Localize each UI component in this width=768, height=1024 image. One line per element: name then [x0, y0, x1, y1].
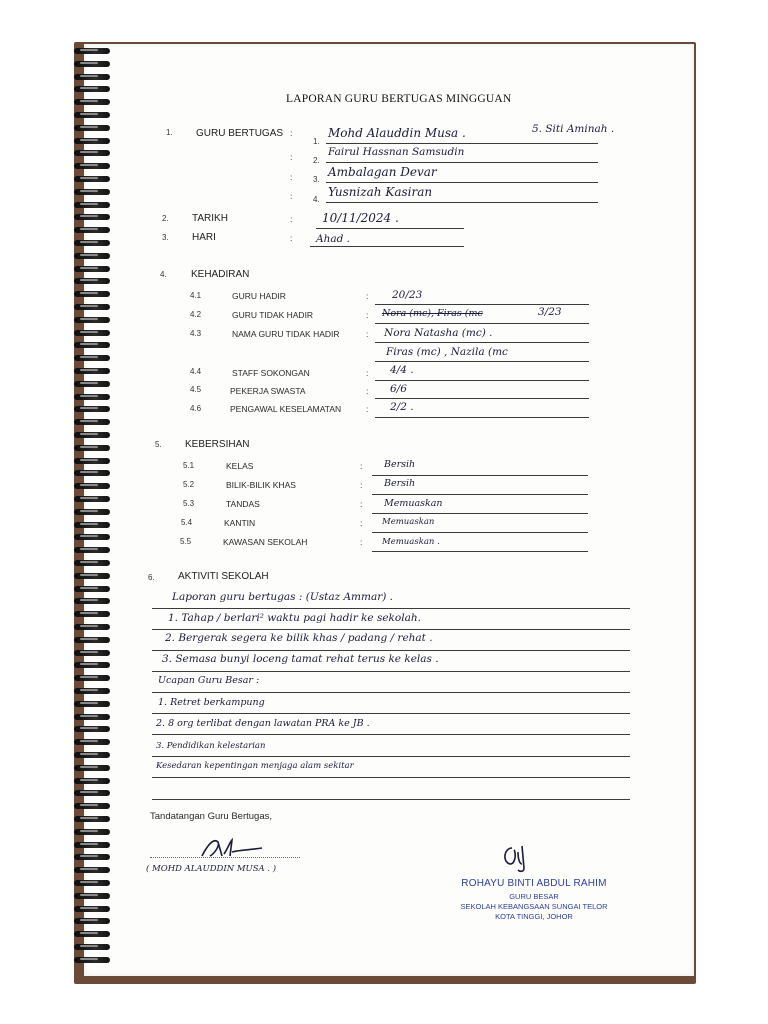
colon: :	[360, 480, 363, 490]
report-page	[84, 44, 694, 976]
colon: :	[366, 404, 369, 414]
fill-line	[375, 342, 589, 343]
spiral-coil	[74, 675, 110, 681]
spiral-coil	[74, 496, 110, 502]
item-number: 4.2	[190, 310, 202, 319]
fill-line	[375, 323, 589, 324]
section-6-label: AKTIVITI SEKOLAH	[178, 571, 269, 582]
activity-line: Ucapan Guru Besar :	[158, 675, 260, 686]
item-number: 4.1	[190, 291, 202, 300]
entry-number: 4.	[313, 195, 320, 204]
fill-line	[152, 799, 630, 800]
spiral-coil	[74, 86, 110, 92]
colon: :	[290, 172, 293, 182]
spiral-coil	[74, 394, 110, 400]
item-number: 4.4	[190, 367, 202, 376]
spiral-coil	[74, 445, 110, 451]
spiral-coil	[74, 752, 110, 758]
colon: :	[360, 537, 363, 547]
fill-line	[310, 246, 464, 247]
fill-line	[152, 650, 630, 651]
spiral-coil	[74, 432, 110, 438]
attendance-label: NAMA GURU TIDAK HADIR	[232, 329, 340, 339]
spiral-coil	[74, 150, 110, 156]
activity-line: 3. Semasa bunyi loceng tamat rehat terus ke kelas .	[162, 653, 439, 665]
section-3-number: 3.	[162, 233, 169, 242]
spiral-coil	[74, 534, 110, 540]
spiral-coil	[74, 240, 110, 246]
attendance-label: PENGAWAL KESELAMATAN	[230, 404, 342, 414]
activity-line: Kesedaran kepentingan menjaga alam sekitar	[156, 761, 354, 771]
spiral-coil	[74, 598, 110, 604]
spiral-coil	[74, 48, 110, 54]
spiral-coil	[74, 650, 110, 656]
spiral-coil	[74, 842, 110, 848]
spiral-coil	[74, 355, 110, 361]
colon: :	[290, 128, 293, 138]
fill-line	[152, 671, 630, 672]
signer-name: ( MOHD ALAUDDIN MUSA . )	[146, 864, 277, 874]
colon: :	[366, 386, 369, 396]
principal-signature	[496, 838, 532, 874]
section-5-label: KEBERSIHAN	[185, 439, 250, 450]
item-number: 5.4	[181, 518, 193, 527]
section-6-number: 6.	[148, 573, 155, 582]
private-workers-value: 6/6	[390, 383, 407, 395]
signature-label: Tandatangan Guru Bertugas,	[150, 811, 273, 822]
fill-line	[375, 398, 589, 399]
duty-teacher-2: Fairul Hassnan Samsudin	[328, 146, 465, 158]
fill-line	[152, 692, 630, 693]
cleanliness-label: TANDAS	[226, 499, 260, 509]
spiral-coil	[74, 368, 110, 374]
duty-teacher-4: Yusnizah Kasiran	[328, 185, 433, 199]
fill-line	[152, 629, 630, 630]
spiral-coil	[74, 125, 110, 131]
canteen-value: Memuaskan	[382, 517, 435, 527]
stamp-location: KOTA TINGGI, JOHOR	[495, 912, 573, 921]
entry-number: 3.	[313, 175, 320, 184]
fill-line	[152, 608, 630, 609]
spiral-coil	[74, 406, 110, 412]
activity-line: 1. Retret berkampung	[158, 697, 265, 708]
spiral-coil	[74, 291, 110, 297]
spiral-coil	[74, 931, 110, 937]
fill-line	[375, 380, 589, 381]
fill-line	[326, 143, 598, 144]
spiral-coil	[74, 176, 110, 182]
signature-line	[150, 857, 300, 858]
spiral-coil	[74, 906, 110, 912]
spiral-coil	[74, 765, 110, 771]
item-number: 5.1	[183, 461, 195, 470]
spiral-coil	[74, 509, 110, 515]
absent-names-1: Nora Natasha (mc) .	[384, 327, 493, 339]
spiral-coil	[74, 458, 110, 464]
spiral-coil	[74, 803, 110, 809]
item-number: 4.6	[190, 404, 202, 413]
colon: :	[360, 461, 363, 471]
activity-line: 3. Pendidikan kelestarian	[156, 741, 266, 751]
spiral-coil	[74, 829, 110, 835]
spiral-coil	[74, 893, 110, 899]
stamp-name: ROHAYU BINTI ABDUL RAHIM	[461, 878, 607, 889]
page-title: LAPORAN GURU BERTUGAS MINGGUAN	[286, 93, 512, 105]
spiral-coil	[74, 688, 110, 694]
spiral-coil	[74, 637, 110, 643]
item-number: 5.5	[180, 537, 192, 546]
spiral-coil	[74, 278, 110, 284]
spiral-coil	[74, 227, 110, 233]
spiral-coil	[74, 253, 110, 259]
section-4-number: 4.	[160, 270, 167, 279]
absent-names-2: Firas (mc) , Nazila (mc	[386, 346, 508, 358]
colon: :	[360, 499, 363, 509]
support-staff-value: 4/4 .	[390, 364, 414, 376]
date-value: 10/11/2024 .	[322, 211, 399, 225]
spiral-coil	[74, 61, 110, 67]
section-2-label: TARIKH	[192, 213, 228, 224]
attendance-label: GURU HADIR	[232, 291, 286, 301]
activity-line: 2. Bergerak segera ke bilik khas / padang / rehat .	[165, 632, 433, 644]
spiral-coil	[74, 419, 110, 425]
fill-line	[152, 713, 630, 714]
item-number: 4.5	[190, 385, 202, 394]
cleanliness-label: KELAS	[226, 461, 254, 471]
section-5-number: 5.	[155, 440, 162, 449]
spiral-coil	[74, 880, 110, 886]
duty-teacher-1: Mohd Alauddin Musa .	[328, 126, 466, 140]
spiral-coil	[74, 816, 110, 822]
section-4-label: KEHADIRAN	[191, 269, 250, 280]
spiral-coil	[74, 944, 110, 950]
fill-line	[372, 494, 588, 495]
teachers-absent-value: 3/23	[538, 306, 562, 318]
spiral-coil	[74, 854, 110, 860]
colon: :	[290, 214, 293, 224]
fill-line	[372, 475, 588, 476]
colon: :	[290, 233, 293, 243]
stamp-role: GURU BESAR	[509, 892, 559, 901]
fill-line	[375, 361, 589, 362]
spiral-coil	[74, 381, 110, 387]
fill-line	[326, 182, 598, 183]
spiral-coil	[74, 522, 110, 528]
spiral-binding	[74, 48, 114, 968]
spiral-coil	[74, 611, 110, 617]
item-number: 5.2	[183, 480, 195, 489]
activity-line: 2. 8 org terlibat dengan lawatan PRA ke JB .	[156, 718, 370, 729]
colon: :	[290, 152, 293, 162]
item-number: 5.3	[183, 499, 195, 508]
attendance-label: GURU TIDAK HADIR	[232, 310, 314, 320]
attendance-label: PEKERJA SWASTA	[230, 386, 306, 396]
fill-line	[375, 417, 589, 418]
spiral-coil	[74, 560, 110, 566]
duty-teacher-3: Ambalagan Devar	[328, 165, 437, 179]
colon: :	[360, 518, 363, 528]
spiral-coil	[74, 112, 110, 118]
colon: :	[366, 368, 369, 378]
item-number: 4.3	[190, 329, 202, 338]
spiral-coil	[74, 99, 110, 105]
fill-line	[372, 532, 588, 533]
security-guard-value: 2/2 .	[390, 401, 414, 413]
section-2-number: 2.	[162, 214, 169, 223]
spiral-coil	[74, 778, 110, 784]
teachers-absent-struck: Nora (mc), Firas (mc	[382, 308, 483, 319]
attendance-label: STAFF SOKONGAN	[232, 368, 310, 378]
section-3-label: HARI	[192, 232, 216, 243]
cleanliness-label: BILIK-BILIK KHAS	[226, 480, 296, 490]
special-rooms-value: Bersih	[384, 478, 416, 489]
spiral-coil	[74, 342, 110, 348]
spiral-coil	[74, 586, 110, 592]
spiral-coil	[74, 739, 110, 745]
spiral-coil	[74, 304, 110, 310]
spiral-coil	[74, 138, 110, 144]
fill-line	[316, 228, 464, 229]
spiral-coil	[74, 483, 110, 489]
duty-teacher-5: 5. Siti Aminah .	[532, 123, 615, 135]
spiral-coil	[74, 214, 110, 220]
spiral-coil	[74, 317, 110, 323]
spiral-coil	[74, 867, 110, 873]
spiral-coil	[74, 662, 110, 668]
spiral-coil	[74, 726, 110, 732]
spiral-coil	[74, 547, 110, 553]
spiral-coil	[74, 714, 110, 720]
school-area-value: Memuaskan .	[382, 537, 440, 547]
spiral-coil	[74, 790, 110, 796]
teachers-present-value: 20/23	[392, 289, 423, 301]
stamp-school: SEKOLAH KEBANGSAAN SUNGAI TELOR	[460, 902, 608, 911]
fill-line	[372, 551, 588, 552]
colon: :	[366, 329, 369, 339]
fill-line	[152, 734, 630, 735]
spiral-coil	[74, 330, 110, 336]
cleanliness-label: KAWASAN SEKOLAH	[223, 537, 308, 547]
fill-line	[375, 304, 589, 305]
day-value: Ahad .	[316, 233, 351, 245]
entry-number: 1.	[313, 137, 320, 146]
fill-line	[326, 162, 598, 163]
colon: :	[366, 291, 369, 301]
spiral-coil	[74, 701, 110, 707]
section-1-number: 1.	[166, 128, 173, 137]
colon: :	[366, 310, 369, 320]
fill-line	[372, 513, 588, 514]
toilet-value: Memuaskan	[384, 498, 443, 509]
spiral-coil	[74, 163, 110, 169]
spiral-coil	[74, 74, 110, 80]
colon: :	[290, 191, 293, 201]
spiral-coil	[74, 470, 110, 476]
fill-line	[152, 777, 630, 778]
section-1-label: GURU BERTUGAS	[196, 128, 284, 139]
cleanliness-label: KANTIN	[224, 518, 256, 528]
spiral-coil	[74, 189, 110, 195]
activity-line: Laporan guru bertugas : (Ustaz Ammar) .	[172, 591, 394, 603]
fill-line	[326, 202, 598, 203]
spiral-coil	[74, 918, 110, 924]
entry-number: 2.	[313, 156, 320, 165]
fill-line	[152, 756, 630, 757]
spiral-coil	[74, 624, 110, 630]
activity-line: 1. Tahap / berlari² waktu pagi hadir ke sekolah.	[168, 612, 421, 624]
spiral-coil	[74, 573, 110, 579]
spiral-coil	[74, 266, 110, 272]
spiral-coil	[74, 957, 110, 963]
class-cleanliness-value: Bersih	[384, 459, 416, 470]
spiral-coil	[74, 202, 110, 208]
